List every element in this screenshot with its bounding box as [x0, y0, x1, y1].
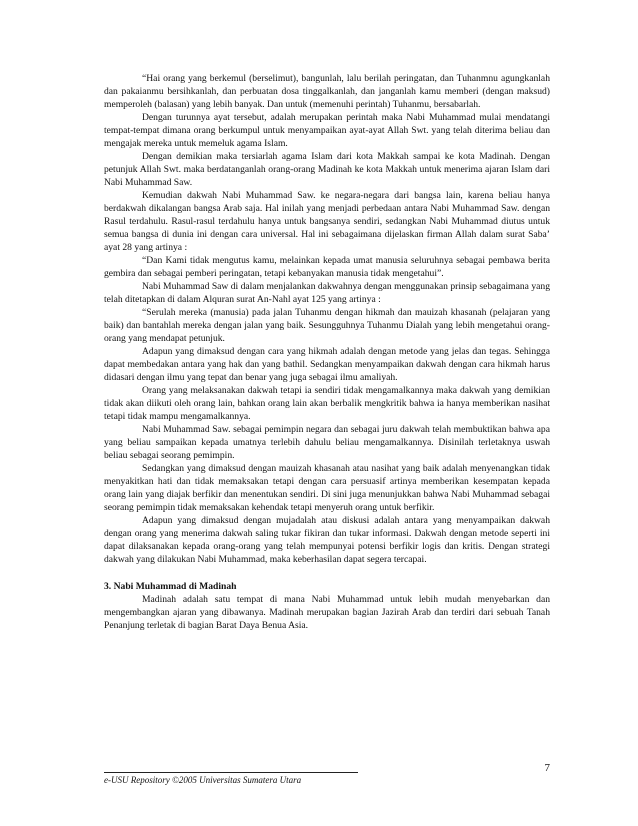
paragraph-3: Dengan demikian maka tersiarlah agama Islam dari kota Makkah sampai ke kota Madinah. Dengan petunjuk Allah Swt. maka berdatanganlah orang-orang Madinah ke kota Makkah untuk menerima ajaran Islam dari Nabi Muhammad Saw.: [104, 151, 550, 188]
section-heading: 3. Nabi Muhammad di Madinah: [104, 581, 237, 592]
section-paragraph: Madinah adalah satu tempat di mana Nabi Muhammad untuk lebih mudah menyebarkan dan mengembangkan ajaran yang dibawanya. Madinah merupakan bagian Jazirah Arab dan terdiri dari sebuah Tanah Penanjung terletak di bagian Barat Daya Benua Asia.: [104, 594, 550, 631]
footer-repository: e-USU Repository ©2005 Universitas Sumatera Utara: [104, 775, 302, 785]
paragraph-2: Dengan turunnya ayat tersebut, adalah merupakan perintah maka Nabi Muhammad mulai mendatangi tempat-tempat dimana orang berkumpul untuk menyampaikan ayat-ayat Allah Swt. yang telah diterima beliau dan mengajak mereka untuk memeluk agama Islam.: [104, 112, 550, 149]
footer-divider: [104, 772, 358, 773]
paragraph-6: Nabi Muhammad Saw di dalam menjalankan dakwahnya dengan menggunakan prinsip sebagaimana yang telah ditetapkan di dalam Alquran surat An-Nahl ayat 125 yang artinya :: [104, 281, 550, 305]
document-body: [104, 72, 550, 632]
paragraph-quote-2: “Dan Kami tidak mengutus kamu, melainkan kepada umat manusia seluruhnya sebagai pembawa berita gembira dan sebagai pemberi peringatan, tetapi kebanyakan manusia tidak mengetahui”.: [104, 255, 550, 279]
paragraph-4: Kemudian dakwah Nabi Muhammad Saw. ke negara-negara dari bangsa lain, karena beliau hanya berdakwah dikalangan bangsa Arab saja. Hal inilah yang menjadi perbedaan antara Nabi Muhammad Saw. dengan Rasul terdahulu. Rasul-rasul terdahulu hanya untuk bangsanya sendiri, sedangkan Nabi Muhammad diutus untuk semua bangsa di dunia ini dengan cara universal. Hal ini sebagaimana dijelaskan firman Allah dalam surat Saba’ ayat 28 yang artinya :: [104, 190, 550, 253]
paragraph-10: Nabi Muhammad Saw. sebagai pemimpin negara dan sebagai juru dakwah telah membuktikan bahwa apa yang beliau sampaikan kepada umatnya terlebih dahulu beliau mengamalkannya. Disinilah terletaknya uswah beliau sebagai seorang pemimpin.: [104, 424, 550, 461]
paragraph-12: Adapun yang dimaksud dengan mujadalah atau diskusi adalah antara yang menyampaikan dakwah dengan orang yang menerima dakwah saling tukar fikiran dan tukar informasi. Dakwah dengan metode seperti ini dapat dilaksanakan kepada orang-orang yang telah mempunyai potensi berfikir logis dan kritis. Dengan strategi dakwah yang dilakukan Nabi Muhammad, maka keberhasilan dapat segera tercapai.: [104, 515, 550, 565]
page-number: 7: [544, 762, 550, 774]
paragraph-11: Sedangkan yang dimaksud dengan mauizah khasanah atau nasihat yang baik adalah menyenangkan tidak menyakitkan hati dan tidak memaksakan tetapi dengan cara persuasif artinya memberikan kesempatan kepada orang lain yang diajak berfikir dan menentukan sendiri. Di sini juga menunjukkan bahwa Nabi Muhammad sebagai seorang pemimpin tidak memaksakan kehendak tetapi menyeruh orang untuk berfikir.: [104, 463, 550, 513]
paragraph-9: Orang yang melaksanakan dakwah tetapi ia sendiri tidak mengamalkannya maka dakwah yang demikian tidak akan diikuti oleh orang lain, bahkan orang lain akan berbalik mengkritik bahwa ia hanya memberikan nasihat tetapi tidak mampu mengamalkannya.: [104, 385, 550, 422]
paragraph-quote-3: “Serulah mereka (manusia) pada jalan Tuhanmu dengan hikmah dan mauizah khasanah (pelajaran yang baik) dan bantahlah mereka dengan jalan yang baik. Sesungguhnya Tuhanmu Dialah yang lebih mengetahui orang-orang yang mendapat petunjuk.: [104, 307, 550, 344]
paragraph-8: Adapun yang dimaksud dengan cara yang hikmah adalah dengan metode yang jelas dan tegas. Sehingga dapat membedakan antara yang hak dan yang bathil. Sedangkan menyampaikan dakwah dengan cara hikmah harus didasari dengan ilmu yang tepat dan benar yang juga sebagai ilmu amaliyah.: [104, 346, 550, 383]
paragraph-quote-1: “Hai orang yang berkemul (berselimut), bangunlah, lalu berilah peringatan, dan Tuhanmnu agungkanlah dan pakaianmu bersihkanlah, dan perbuatan dosa tinggalkanlah, dan janganlah kamu memberi (dengan maksud) memperoleh (balasan) yang lebih banyak. Dan untuk (memenuhi perintah) Tuhanmu, bersabarlah.: [104, 73, 550, 110]
